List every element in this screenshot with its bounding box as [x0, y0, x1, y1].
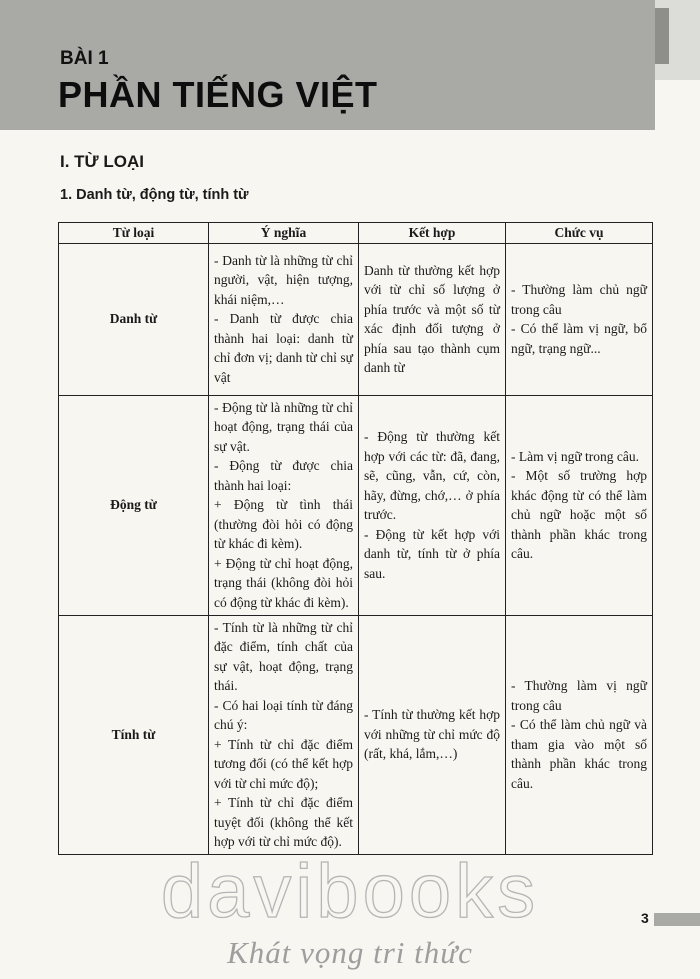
combination-line: - Động từ kết hợp với danh từ, tính từ ở phía sau. [364, 526, 500, 581]
combination-cell [359, 243, 506, 395]
meaning-line: + Tính từ chỉ đặc điểm tương đối (có thể kết hợp với từ chỉ mức độ); [214, 736, 353, 791]
lesson-title: PHẦN TIẾNG VIỆT [58, 74, 378, 115]
header-function: Chức vụ [506, 223, 653, 244]
sub-heading: 1. Danh từ, động từ, tính từ [60, 187, 249, 203]
function-line: - Có thể làm vị ngữ, bổ ngữ, trạng ngữ... [511, 321, 647, 356]
meaning-line: - Động từ được chia thành hai loại: [214, 458, 353, 493]
table-row [59, 243, 653, 395]
meaning-line: - Danh từ là những từ chỉ người, vật, hiện tượng, khái niệm,… [214, 252, 353, 307]
brand-watermark: davibooks [160, 849, 540, 934]
meaning-line: + Tính từ chỉ đặc điểm tuyệt đối (không thể kết hợp với từ chỉ mức độ). [214, 795, 353, 849]
function-cell [506, 243, 653, 395]
meaning-line: + Động từ tình thái (thường đòi hỏi có động từ khác đi kèm). [214, 497, 353, 552]
table-row [59, 615, 653, 854]
table-header-row [59, 223, 653, 244]
combination-line: Danh từ thường kết hợp với từ chỉ số lượng ở phía trước và một số từ xác định đối tượng ở phía sau tạo thành cụm danh từ [364, 262, 500, 375]
meaning-line: - Danh từ được chia thành hai loại: danh từ chỉ đơn vị; danh từ chỉ sự vật [214, 311, 353, 385]
combination-cell [359, 615, 506, 854]
header-word-class: Từ loại [59, 223, 209, 244]
page-number-tab [654, 913, 700, 926]
meaning-line: - Tính từ là những từ chỉ đặc điểm, tính chất của sự vật, hoạt động, trạng thái. [214, 619, 353, 693]
meaning-line: - Có hai loại tính từ đáng chú ý: [214, 697, 353, 732]
meaning-cell [209, 615, 359, 854]
word-class-cell: Danh từ [59, 243, 209, 395]
combination-line: - Tính từ thường kết hợp với những từ chỉ mức độ (rất, khá, lắm,…) [364, 707, 500, 762]
function-cell [506, 615, 653, 854]
word-class-cell: Tính từ [59, 615, 209, 854]
function-line: - Một số trường hợp khác động từ có thể làm chủ ngữ hoặc một số thành phần khác trong câu. [511, 468, 647, 561]
section-heading: I. TỪ LOẠI [60, 152, 144, 171]
header-meaning: Ý nghĩa [209, 223, 359, 244]
meaning-line: - Động từ là những từ chỉ hoạt động, trạng thái của sự vật. [214, 399, 353, 454]
page-number: 3 [641, 910, 649, 926]
meaning-cell [209, 243, 359, 395]
function-line: - Thường làm vị ngữ trong câu [511, 678, 647, 713]
meaning-cell [209, 395, 359, 615]
word-class-table [58, 222, 653, 855]
function-line: - Thường làm chủ ngữ trong câu [511, 282, 647, 317]
function-cell [506, 395, 653, 615]
meaning-line: + Động từ chỉ hoạt động, trạng thái (không đòi hỏi có động từ khác đi kèm). [214, 555, 353, 610]
table-row [59, 395, 653, 615]
lesson-label: BÀI 1 [60, 48, 109, 69]
combination-line: - Động từ thường kết hợp với các từ: đã, đang, sẽ, cũng, vẫn, cứ, còn, hãy, đừng, chớ,… ở phía trước. [364, 429, 500, 522]
word-class-cell: Động từ [59, 395, 209, 615]
function-line: - Làm vị ngữ trong câu. [511, 448, 640, 464]
header-corner-tab [655, 0, 700, 80]
brand-slogan: Khát vọng tri thức [227, 935, 473, 970]
header-combination: Kết hợp [359, 223, 506, 244]
function-line: - Có thể làm chủ ngữ và tham gia vào một số thành phần khác trong câu. [511, 717, 647, 791]
combination-cell [359, 395, 506, 615]
